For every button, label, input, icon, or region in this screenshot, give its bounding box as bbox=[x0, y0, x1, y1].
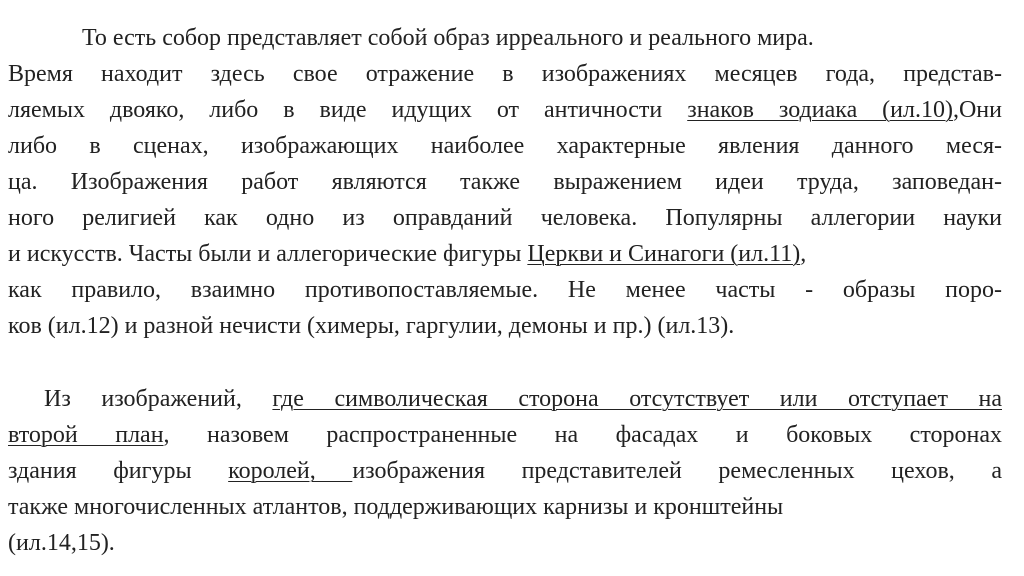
p2-line-1-text-a: Из изображений, bbox=[44, 386, 273, 412]
p1-line-1 bbox=[82, 22, 814, 54]
p2-line-4 bbox=[8, 491, 783, 523]
p1-line-8 bbox=[8, 274, 1002, 306]
p1-line-3 bbox=[8, 94, 1002, 126]
second-plan-link[interactable]: второй план bbox=[8, 422, 164, 448]
church-synagogue-link[interactable]: Церкви и Синагоги (ил.11) bbox=[527, 241, 801, 267]
p1-line-9 bbox=[8, 310, 734, 342]
p1-line-7-text-a: и искусств. Часты были и аллегорические фигуры bbox=[8, 241, 528, 267]
p1-line-7-text-b: , bbox=[800, 241, 807, 267]
p1-line-5 bbox=[8, 166, 1002, 198]
p1-line-2-text: Время находит здесь свое отражение в изображениях месяцев года, представ- bbox=[8, 61, 1002, 87]
kings-link[interactable]: королей, bbox=[228, 458, 353, 484]
p2-line-3-text-b: изображения представителей ремесленных цехов, а bbox=[352, 458, 1003, 484]
p1-line-8-text: как правило, взаимно противопоставляемые. Не менее часты - образы поро- bbox=[8, 277, 1002, 303]
p1-line-9-text: ков (ил.12) и разной нечисти (химеры, гаргулии, демоны и пр.) (ил.13). bbox=[8, 313, 735, 339]
p2-line-4-text: также многочисленных атлантов, поддерживающих карнизы и кронштейны bbox=[8, 494, 784, 520]
p1-line-6 bbox=[8, 202, 1002, 234]
p2-line-1 bbox=[44, 383, 1002, 415]
p1-line-7 bbox=[8, 238, 806, 270]
p1-line-1-text: То есть собор представляет собой образ ирреального и реального мира. bbox=[82, 25, 814, 51]
symbolic-side-link[interactable]: где символическая сторона отсутствует или отступает на bbox=[272, 386, 1002, 412]
p1-line-2 bbox=[8, 58, 1002, 90]
p2-line-5-text: (ил.14,15). bbox=[8, 530, 115, 556]
p2-line-3-text-a: здания фигуры bbox=[8, 458, 229, 484]
zodiac-signs-link[interactable]: знаков зодиака (ил.10) bbox=[687, 97, 953, 123]
p2-line-5 bbox=[8, 527, 115, 559]
p1-line-3-text-b: ,Они bbox=[952, 97, 1002, 123]
p1-line-5-text: ца. Изображения работ являются также выражением идеи труда, заповедан- bbox=[8, 169, 1002, 195]
slide bbox=[8, 0, 1012, 576]
p1-line-4 bbox=[8, 130, 1002, 162]
p2-line-2-text-b: , назовем распространенные на фасадах и боковых сторонах bbox=[163, 422, 1002, 448]
p1-line-6-text: ного религией как одно из оправданий человека. Популярны аллегории науки bbox=[8, 205, 1002, 231]
p2-line-2 bbox=[8, 419, 1002, 451]
p2-line-3 bbox=[8, 455, 1002, 487]
p1-line-4-text: либо в сценах, изображающих наиболее характерные явления данного меся- bbox=[8, 133, 1002, 159]
p1-line-3-text-a: ляемых двояко, либо в виде идущих от античности bbox=[8, 97, 688, 123]
